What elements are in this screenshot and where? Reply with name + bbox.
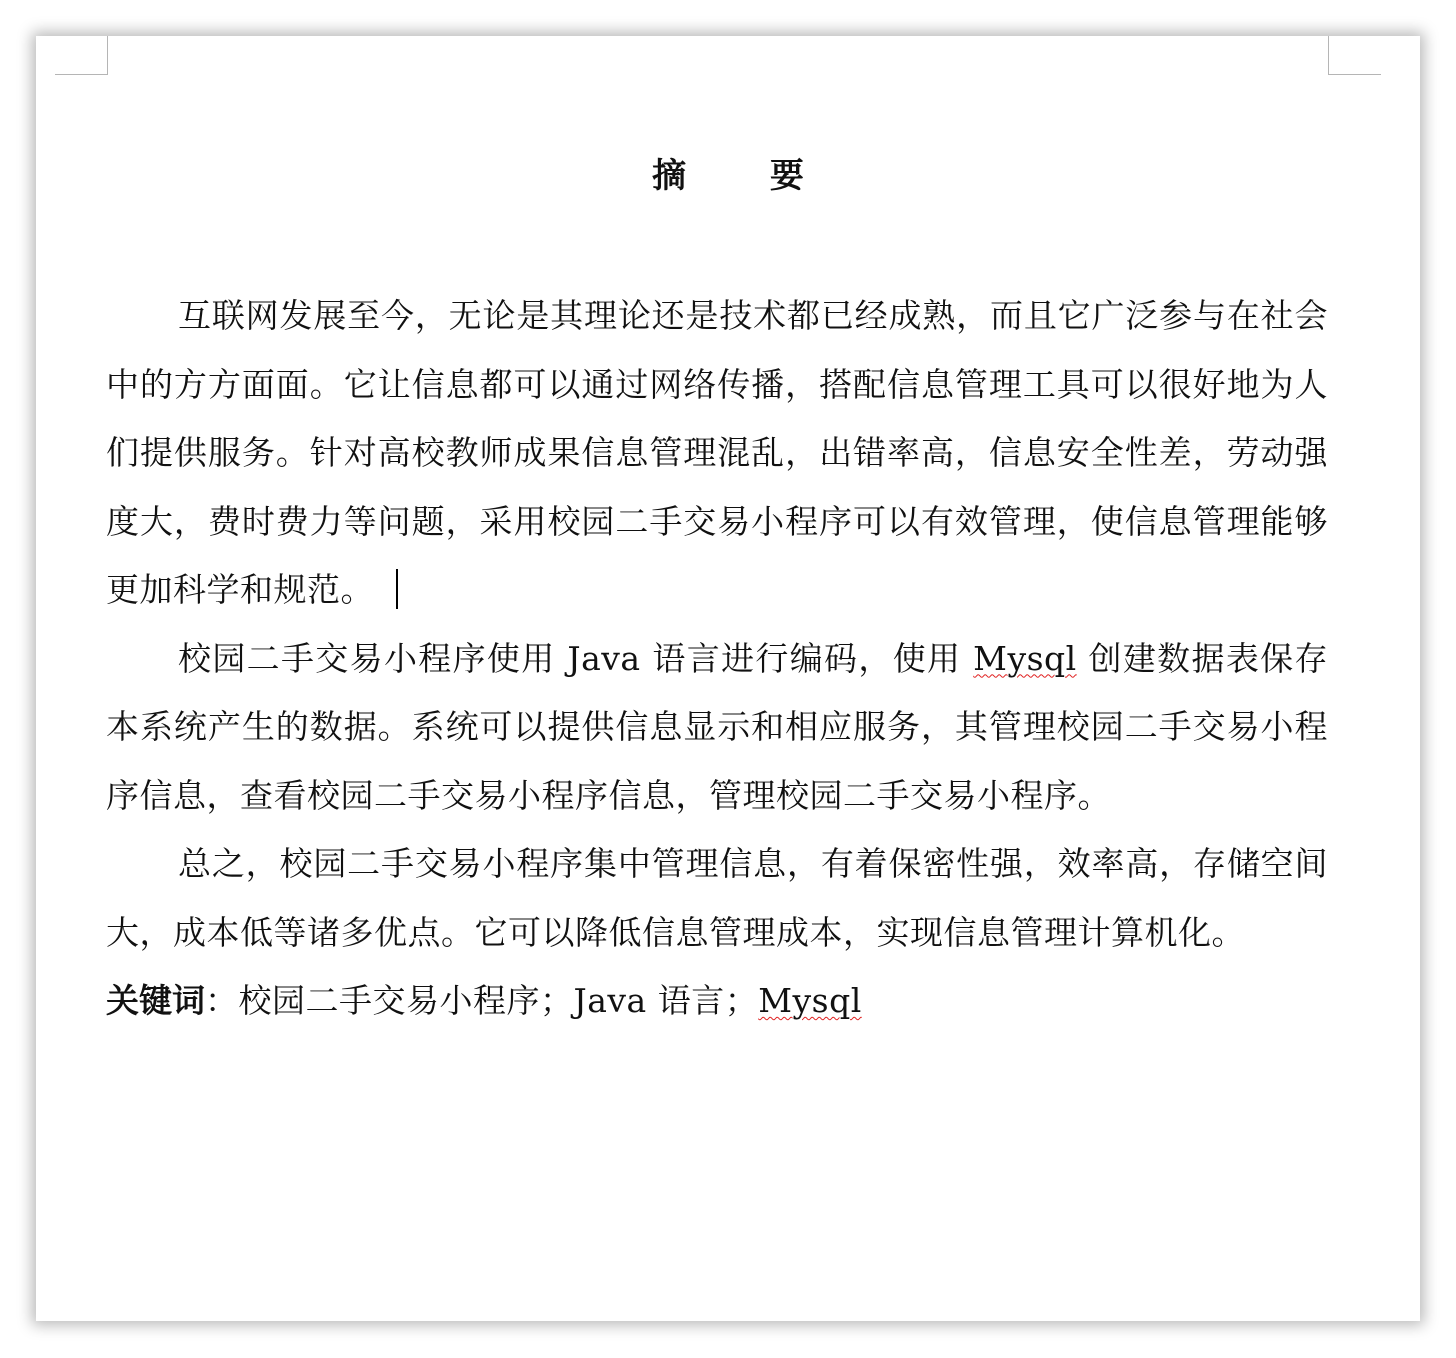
paragraph-2[interactable] <box>106 625 1328 831</box>
keywords-flagged-word[interactable]: Mysql <box>758 981 862 1020</box>
spellcheck-flagged-word[interactable]: Mysql <box>973 638 1077 678</box>
paragraph-3-text: 总之，校园二手交易小程序集中管理信息，有着保密性强，效率高，存储空间大，成本低等诸多优点。它可以降低信息管理成本，实现信息管理计算机化。 <box>106 844 1328 952</box>
paragraph-2-text-before: 校园二手交易小程序使用 Java 语言进行编码，使用 <box>178 638 974 678</box>
paragraph-2-text-after: 创建数据表保存本系统产生的数据。系统可以提供信息显示和相应服务，其管理校园二手交易小程序信息，查看校园二手交易小程序信息，管理校园二手交易小程序。 <box>106 638 1328 815</box>
text-cursor <box>396 569 398 609</box>
document-page[interactable] <box>36 36 1420 1321</box>
paragraph-1-text: 互联网发展至今，无论是其理论还是技术都已经成熟，而且它广泛参与在社会中的方方面面。它让信息都可以通过网络传播，搭配信息管理工具可以很好地为人们提供服务。针对高校教师成果信息管理混乱，出错率高，信息安全性差，劳动强度大，费时费力等问题，采用校园二手交易小程序可以有效管理，使信息管理能够更加科学和规范。 <box>106 296 1328 609</box>
keywords-separator: ： <box>205 981 239 1020</box>
keywords-text: 校园二手交易小程序；Java 语言； <box>238 981 759 1020</box>
document-body[interactable] <box>106 282 1328 1036</box>
keywords-line[interactable] <box>106 967 1328 1036</box>
crop-mark-top-right <box>1328 36 1381 75</box>
paragraph-1[interactable] <box>106 282 1328 625</box>
crop-mark-top-left <box>55 36 108 75</box>
paragraph-3[interactable] <box>106 830 1328 967</box>
keywords-label: 关键词 <box>106 981 205 1020</box>
document-title: 摘 要 <box>652 156 840 196</box>
